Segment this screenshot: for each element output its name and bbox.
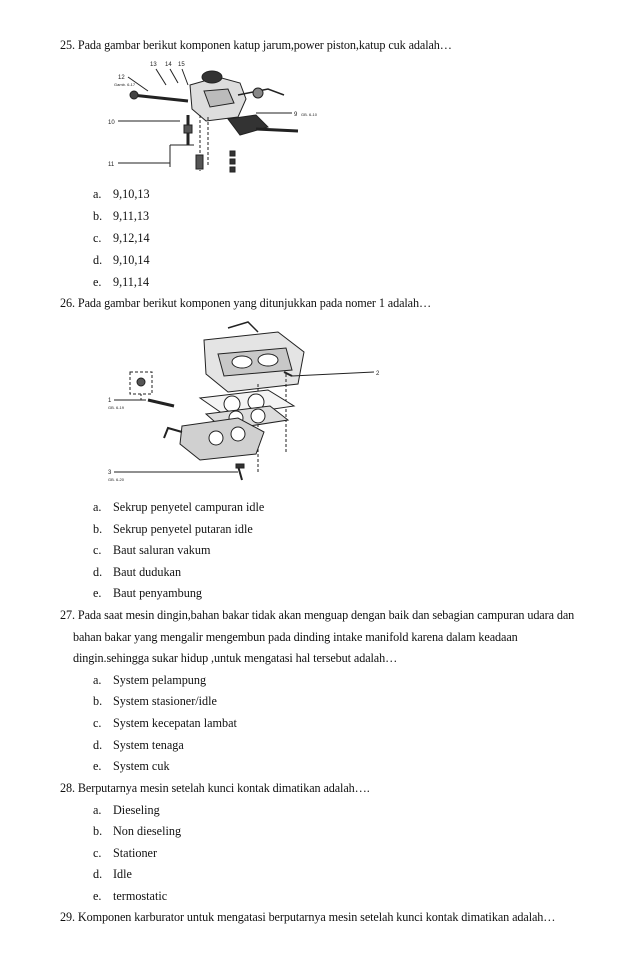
option-d[interactable]: d. System tenaga: [93, 738, 184, 752]
question-text: Berputarnya mesin setelah kunci kontak dimatikan adalah….: [77, 781, 370, 795]
figure-label: 9: [294, 112, 298, 118]
option-d[interactable]: d. Idle: [93, 867, 132, 881]
carburetor-parts-figure-25: [108, 55, 330, 180]
option-c[interactable]: c. Stationer: [93, 846, 158, 860]
option-e[interactable]: e. termostatic: [93, 889, 168, 903]
question-27: [60, 608, 574, 623]
carburetor-parts-figure-26: [108, 314, 388, 494]
question-number: 25.: [60, 38, 75, 52]
question-text-continued: dingin.sehingga sukar hidup ,untuk mengatasi hal tersebut adalah…: [73, 651, 398, 665]
option-e[interactable]: e. Baut penyambung: [93, 586, 203, 600]
option-c[interactable]: c. System kecepatan lambat: [93, 716, 237, 730]
option-a[interactable]: a. 9,10,13: [93, 187, 150, 201]
option-e[interactable]: e. 9,11,14: [93, 275, 150, 289]
option-e[interactable]: e. System cuk: [93, 759, 170, 773]
question-29: [60, 910, 555, 925]
option-b[interactable]: b. Sekrup penyetel putaran idle: [93, 522, 253, 536]
question-text: Pada gambar berikut komponen katup jarum,power piston,katup cuk adalah…: [77, 38, 452, 52]
option-b[interactable]: b. Non dieseling: [93, 824, 182, 838]
figure-label: GB. 6-19: [108, 405, 125, 410]
option-a[interactable]: a. Sekrup penyetel campuran idle: [93, 500, 265, 514]
option-a[interactable]: a. Dieseling: [93, 803, 160, 817]
option-d[interactable]: d. 9,10,14: [93, 253, 150, 267]
option-c[interactable]: c. Baut saluran vakum: [93, 543, 211, 557]
question-28: [60, 781, 370, 796]
question-text: Komponen karburator untuk mengatasi berputarnya mesin setelah kunci kontak dimatikan adalah…: [77, 910, 556, 924]
option-c[interactable]: c. 9,12,14: [93, 231, 150, 245]
figure-label: 12: [118, 75, 125, 81]
figure-label: Gamb. 6-17: [114, 82, 136, 87]
question-number: 27.: [60, 608, 75, 622]
question-number: 26.: [60, 296, 75, 310]
option-a[interactable]: a. System pelampung: [93, 673, 207, 687]
figure-label: 15: [178, 62, 185, 68]
figure-label: 13: [150, 62, 157, 68]
question-26: [60, 296, 431, 311]
question-text: Pada saat mesin dingin,bahan bakar tidak akan menguap dengan baik dan sebagian campuran udara dan: [77, 608, 575, 622]
figure-label: 3: [108, 470, 112, 476]
figure-label: GB. 6-10: [301, 112, 318, 117]
figure-label: 2: [376, 371, 380, 377]
figure-label: 1: [108, 398, 112, 404]
figure-label: 14: [165, 62, 172, 68]
question-25: [60, 38, 452, 53]
question-number: 29.: [60, 910, 75, 924]
question-text: Pada gambar berikut komponen yang ditunjukkan pada nomer 1 adalah…: [77, 296, 432, 310]
option-d[interactable]: d. Baut dudukan: [93, 565, 182, 579]
question-number: 28.: [60, 781, 75, 795]
figure-label: 10: [108, 120, 115, 126]
question-text-continued: bahan bakar yang mengalir mengembun pada dinding intake manifold karena dalam keadaan: [73, 630, 518, 644]
figure-label: GB. 6-20: [108, 477, 125, 482]
figure-label: 11: [108, 162, 115, 168]
option-b[interactable]: b. 9,11,13: [93, 209, 150, 223]
option-b[interactable]: b. System stasioner/idle: [93, 694, 217, 708]
